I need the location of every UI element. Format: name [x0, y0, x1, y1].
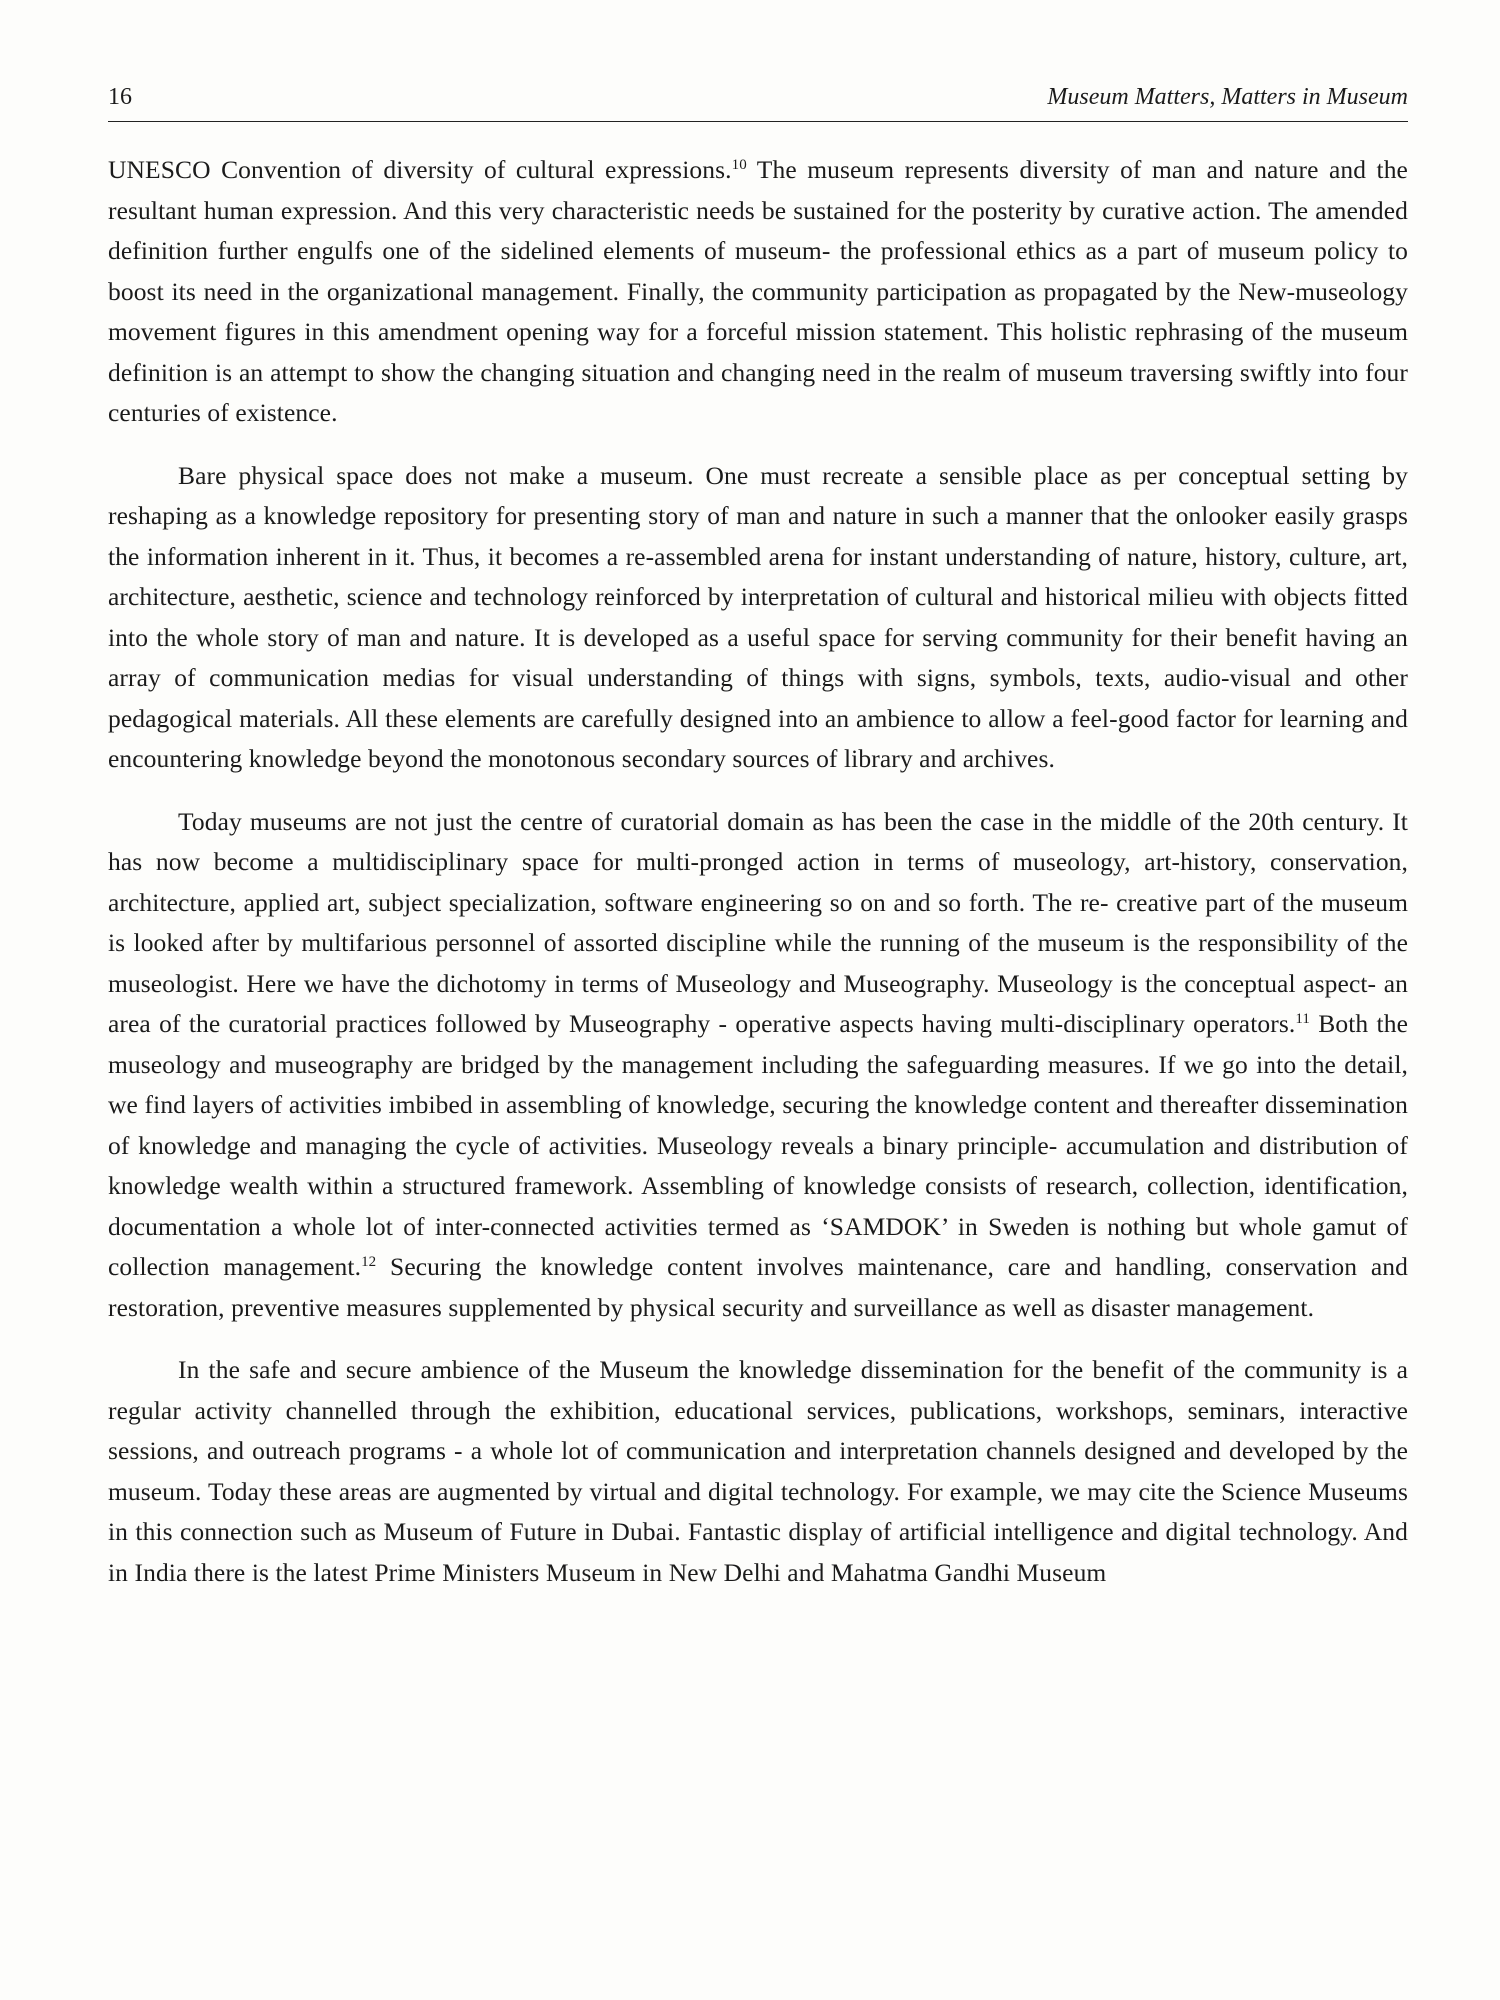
- body-text: [108, 150, 1408, 1593]
- running-title: Museum Matters, Matters in Museum: [1047, 84, 1408, 110]
- paragraph-4: [108, 1350, 1408, 1593]
- book-page: [108, 84, 1408, 1615]
- footnote-ref-12: 12: [361, 1254, 377, 1270]
- paragraph-text: Both the museology and museography are bridged by the management including the safeguarding measures. If we go into the detail, we find layers of activities imbibed in assembling of knowledge, securing the knowledge content and thereafter dissemination of knowledge and managing the cycle of activities. Museology reveals a binary principle- accumulation and distribution of knowledge wealth within a structured framework. Assembling of knowledge consists of research, collection, identification, documentation a whole lot of inter-connected activities termed as ‘SAMDOK’ in Sweden is nothing but whole gamut of collection management.: [108, 1009, 1408, 1281]
- paragraph-text: The museum represents diversity of man and nature and the resultant human expression. And this very characteristic needs be sustained for the posterity by curative action. The amended definition further engulfs one of the sidelined elements of museum- the professional ethics as a part of museum policy to boost its need in the organizational management. Finally, the community participation as propagated by the New-museology movement figures in this amendment opening way for a forceful mission statement. This holistic rephrasing of the museum definition is an attempt to show the changing situation and changing need in the realm of museum traversing swiftly into four centuries of existence.: [108, 155, 1408, 427]
- paragraph-text: Today museums are not just the centre of curatorial domain as has been the case in the middle of the 20th century. It has now become a multidisciplinary space for multi-pronged action in terms of museology, art-history, conservation, architecture, applied art, subject specialization, software engineering so on and so forth. The re- creative part of the museum is looked after by multifarious personnel of assorted discipline while the running of the museum is the responsibility of the museologist. Here we have the dichotomy in terms of Museology and Museography. Museology is the conceptual aspect- an area of the curatorial practices followed by Museography - operative aspects having multi-disciplinary operators.: [108, 806, 1408, 1038]
- running-header: [108, 84, 1408, 122]
- footnote-ref-10: 10: [731, 157, 747, 173]
- paragraph-text: In the safe and secure ambience of the Museum the knowledge dissemination for the benefit of the community is a regular activity channelled through the exhibition, educational services, publications, workshops, seminars, interactive sessions, and outreach programs - a whole lot of communication and interpretation channels designed and developed by the museum. Today these areas are augmented by virtual and digital technology. For example, we may cite the Science Museums in this connection such as Museum of Future in Dubai. Fantastic display of artificial intelligence and digital technology. And in India there is the latest Prime Ministers Museum in New Delhi and Mahatma Gandhi Museum: [108, 1355, 1408, 1587]
- paragraph-text: Securing the knowledge content involves maintenance, care and handling, conservation and restoration, preventive measures supplemented by physical security and surveillance as well as disaster management.: [108, 1252, 1408, 1322]
- paragraph-2: [108, 456, 1408, 780]
- footnote-ref-11: 11: [1295, 1011, 1311, 1027]
- paragraph-3: [108, 802, 1408, 1329]
- page-number: 16: [108, 84, 132, 110]
- paragraph-text: UNESCO Convention of diversity of cultural expressions.: [108, 155, 732, 184]
- paragraph-1: [108, 150, 1408, 434]
- paragraph-text: Bare physical space does not make a museum. One must recreate a sensible place as per conceptual setting by reshaping as a knowledge repository for presenting story of man and nature in such a manner that the onlooker easily grasps the information inherent in it. Thus, it becomes a re-assembled arena for instant understanding of nature, history, culture, art, architecture, aesthetic, science and technology reinforced by interpretation of cultural and historical milieu with objects fitted into the whole story of man and nature. It is developed as a useful space for serving community for their benefit having an array of communication medias for visual understanding of things with signs, symbols, texts, audio-visual and other pedagogical materials. All these elements are carefully designed into an ambience to allow a feel-good factor for learning and encountering knowledge beyond the monotonous secondary sources of library and archives.: [108, 460, 1408, 773]
